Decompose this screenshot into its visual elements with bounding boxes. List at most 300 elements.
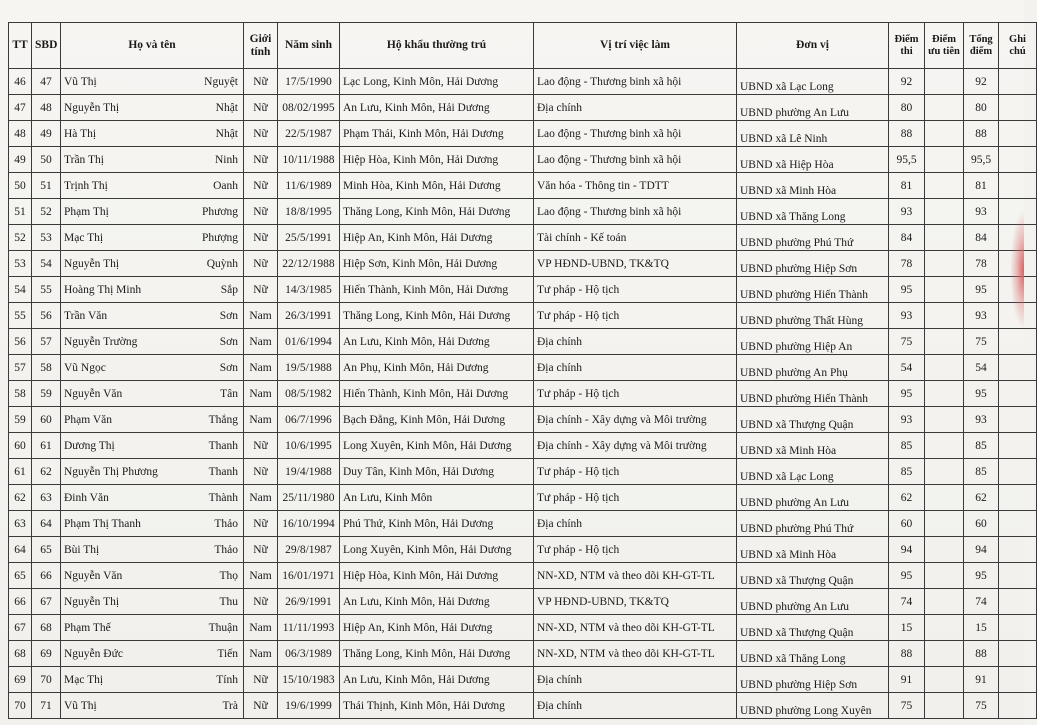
cell-gioi-tinh: Nữ [244,95,278,121]
ho-dem: Mạc Thị [64,231,104,244]
ten: Quỳnh [206,257,238,270]
ho-dem: Nguyễn Trường [64,335,138,348]
cell-ho-khau: Bạch Đằng, Kinh Môn, Hải Dương [340,407,534,433]
ho-dem: Nguyễn Thị [64,101,120,114]
cell-tt: 51 [9,199,32,225]
cell-tt: 65 [9,563,32,589]
table-row [9,147,1037,173]
ten: Nguyệt [204,75,238,88]
cell-tt: 69 [9,667,32,693]
table-row [9,95,1037,121]
ho-dem: Vũ Thị [64,699,97,712]
cell-diem-thi: 95 [889,277,925,303]
ho-dem: Nguyễn Đức [64,647,123,660]
cell-don-vi: UBND phường Hiệp Sơn [737,251,889,277]
cell-nam-sinh: 16/01/1971 [278,563,340,589]
cell-tong-diem: 85 [964,459,999,485]
header-nam-sinh: Năm sinh [278,23,340,69]
cell-nam-sinh: 11/6/1989 [278,173,340,199]
ten: Tân [220,387,238,400]
cell-tt: 55 [9,303,32,329]
cell-gioi-tinh: Nữ [244,667,278,693]
cell-gioi-tinh: Nam [244,381,278,407]
cell-ghi-chu [999,589,1037,615]
header-ghi-chu: Ghi chú [999,23,1037,69]
table-row [9,355,1037,381]
cell-gioi-tinh: Nam [244,485,278,511]
table-row [9,589,1037,615]
cell-ho-ten [61,69,244,95]
cell-ho-khau: An Lưu, Kinh Môn, Hải Dương [340,589,534,615]
table-row [9,485,1037,511]
cell-tong-diem: 84 [964,225,999,251]
ten: Nhật [215,127,238,140]
cell-ho-ten [61,537,244,563]
cell-ho-khau: Hiệp Hòa, Kinh Môn, Hải Dương [340,147,534,173]
cell-don-vi: UBND xã Minh Hòa [737,173,889,199]
header-ho-ten: Họ và tên [61,23,244,69]
cell-ho-khau: Minh Hòa, Kinh Môn, Hải Dương [340,173,534,199]
cell-don-vi: UBND xã Minh Hòa [737,433,889,459]
cell-tong-diem: 80 [964,95,999,121]
cell-ghi-chu [999,147,1037,173]
cell-ho-ten [61,147,244,173]
cell-ho-khau: Thăng Long, Kinh Môn, Hải Dương [340,303,534,329]
cell-ho-ten [61,485,244,511]
cell-tt: 62 [9,485,32,511]
cell-diem-uu-tien [925,459,964,485]
header-diem-thi: Điểm thi [889,23,925,69]
ho-dem: Vũ Ngọc [64,361,106,374]
cell-don-vi: UBND phường Hiến Thành [737,277,889,303]
table-row [9,511,1037,537]
table-body [9,69,1037,719]
cell-ghi-chu [999,485,1037,511]
cell-ho-khau: Long Xuyên, Kinh Môn, Hải Dương [340,433,534,459]
cell-vi-tri: Tư pháp - Hộ tịch [534,459,737,485]
cell-tt: 57 [9,355,32,381]
cell-ho-ten [61,355,244,381]
cell-don-vi: UBND xã Thăng Long [737,641,889,667]
cell-diem-uu-tien [925,537,964,563]
table-row [9,381,1037,407]
cell-gioi-tinh: Nam [244,407,278,433]
cell-sbd: 62 [32,459,61,485]
cell-nam-sinh: 15/10/1983 [278,667,340,693]
ten: Thành [208,491,238,504]
ho-dem: Hoàng Thị Minh [64,283,142,296]
cell-nam-sinh: 10/6/1995 [278,433,340,459]
table-row [9,615,1037,641]
ten: Sơn [219,361,238,374]
cell-diem-uu-tien [925,173,964,199]
cell-vi-tri: VP HĐND-UBND, TK&TQ [534,589,737,615]
cell-tong-diem: 75 [964,693,999,719]
table-header-row [9,23,1037,69]
cell-diem-uu-tien [925,511,964,537]
cell-don-vi: UBND xã Thượng Quận [737,563,889,589]
cell-ho-ten [61,433,244,459]
cell-ho-khau: Hiến Thành, Kinh Môn, Hải Dương [340,381,534,407]
cell-tt: 49 [9,147,32,173]
cell-ho-khau: An Lưu, Kinh Môn, Hải Dương [340,95,534,121]
cell-ho-ten [61,173,244,199]
cell-ho-khau: An Lưu, Kinh Môn, Hải Dương [340,667,534,693]
cell-gioi-tinh: Nữ [244,173,278,199]
cell-sbd: 55 [32,277,61,303]
cell-ho-ten [61,329,244,355]
ho-dem: Phạm Thế [64,621,111,634]
cell-tt: 47 [9,95,32,121]
cell-diem-thi: 80 [889,95,925,121]
cell-sbd: 54 [32,251,61,277]
cell-ghi-chu [999,537,1037,563]
cell-gioi-tinh: Nữ [244,459,278,485]
cell-gioi-tinh: Nữ [244,511,278,537]
cell-tt: 48 [9,121,32,147]
cell-vi-tri: Lao động - Thương binh xã hội [534,69,737,95]
cell-diem-thi: 15 [889,615,925,641]
cell-diem-uu-tien [925,69,964,95]
cell-tong-diem: 95 [964,381,999,407]
cell-tong-diem: 54 [964,355,999,381]
cell-nam-sinh: 17/5/1990 [278,69,340,95]
cell-nam-sinh: 25/11/1980 [278,485,340,511]
cell-sbd: 71 [32,693,61,719]
cell-gioi-tinh: Nữ [244,121,278,147]
cell-ghi-chu [999,433,1037,459]
cell-tt: 61 [9,459,32,485]
cell-ho-khau: Thăng Long, Kinh Môn, Hải Dương [340,199,534,225]
header-diem-uu-tien: Điểm ưu tiên [925,23,964,69]
cell-tt: 67 [9,615,32,641]
cell-nam-sinh: 08/02/1995 [278,95,340,121]
cell-tong-diem: 78 [964,251,999,277]
ten: Tiến [217,647,238,660]
cell-nam-sinh: 14/3/1985 [278,277,340,303]
cell-sbd: 60 [32,407,61,433]
cell-gioi-tinh: Nam [244,329,278,355]
header-vi-tri: Vị trí việc làm [534,23,737,69]
cell-don-vi: UBND phường Hiệp Sơn [737,667,889,693]
cell-sbd: 68 [32,615,61,641]
cell-ghi-chu [999,329,1037,355]
cell-diem-uu-tien [925,407,964,433]
ho-dem: Hà Thị [64,127,97,140]
cell-tt: 66 [9,589,32,615]
cell-don-vi: UBND phường Phú Thứ [737,511,889,537]
cell-vi-tri: Địa chính [534,355,737,381]
cell-ghi-chu [999,121,1037,147]
cell-ho-ten [61,303,244,329]
cell-sbd: 52 [32,199,61,225]
ho-dem: Nguyễn Thị Phương [64,465,158,478]
cell-ho-ten [61,563,244,589]
cell-don-vi: UBND xã Thượng Quận [737,407,889,433]
ho-dem: Nguyễn Thị [64,257,120,270]
cell-ghi-chu [999,667,1037,693]
cell-nam-sinh: 11/11/1993 [278,615,340,641]
ho-dem: Mạc Thị [64,673,104,686]
cell-ghi-chu [999,641,1037,667]
table-row [9,251,1037,277]
cell-diem-thi: 95 [889,381,925,407]
cell-ho-ten [61,641,244,667]
cell-sbd: 50 [32,147,61,173]
cell-vi-tri: NN-XD, NTM và theo dõi KH-GT-TL [534,641,737,667]
cell-tong-diem: 95 [964,563,999,589]
ho-dem: Nguyễn Văn [64,387,123,400]
cell-don-vi: UBND xã Thăng Long [737,199,889,225]
cell-sbd: 48 [32,95,61,121]
cell-diem-thi: 93 [889,407,925,433]
cell-gioi-tinh: Nam [244,641,278,667]
cell-vi-tri: Văn hóa - Thông tin - TDTT [534,173,737,199]
table-row [9,433,1037,459]
ho-dem: Đinh Văn [64,491,109,504]
cell-diem-uu-tien [925,563,964,589]
cell-ghi-chu [999,459,1037,485]
cell-gioi-tinh: Nữ [244,589,278,615]
cell-don-vi: UBND xã Minh Hòa [737,537,889,563]
cell-nam-sinh: 22/12/1988 [278,251,340,277]
cell-diem-thi: 75 [889,329,925,355]
cell-tong-diem: 62 [964,485,999,511]
cell-gioi-tinh: Nữ [244,225,278,251]
header-tt: TT [9,23,32,69]
cell-tt: 53 [9,251,32,277]
table-row [9,667,1037,693]
cell-don-vi: UBND phường Long Xuyên [737,693,889,719]
cell-sbd: 65 [32,537,61,563]
cell-diem-thi: 92 [889,69,925,95]
ten: Phương [202,205,238,218]
cell-diem-uu-tien [925,277,964,303]
cell-gioi-tinh: Nam [244,563,278,589]
ho-dem: Phạm Văn [64,413,113,426]
ho-dem: Phạm Thị Thanh [64,517,141,530]
ho-dem: Trần Văn [64,309,108,322]
cell-diem-uu-tien [925,225,964,251]
cell-tt: 64 [9,537,32,563]
cell-diem-uu-tien [925,381,964,407]
cell-ho-ten [61,667,244,693]
ten: Thắng [208,413,238,426]
cell-vi-tri: Lao động - Thương binh xã hội [534,121,737,147]
cell-don-vi: UBND phường Phú Thứ [737,225,889,251]
cell-diem-uu-tien [925,589,964,615]
ten: Thu [219,595,238,608]
cell-ho-khau: Hiệp An, Kinh Môn, Hải Dương [340,225,534,251]
cell-ho-ten [61,381,244,407]
cell-diem-uu-tien [925,485,964,511]
cell-gioi-tinh: Nữ [244,277,278,303]
cell-tong-diem: 75 [964,329,999,355]
ten: Sơn [219,309,238,322]
table-row [9,459,1037,485]
cell-nam-sinh: 16/10/1994 [278,511,340,537]
cell-ho-ten [61,225,244,251]
cell-don-vi: UBND phường Thất Hùng [737,303,889,329]
cell-tt: 68 [9,641,32,667]
cell-diem-thi: 93 [889,303,925,329]
cell-tt: 52 [9,225,32,251]
cell-don-vi: UBND xã Thượng Quận [737,615,889,641]
cell-tt: 70 [9,693,32,719]
cell-ghi-chu [999,615,1037,641]
cell-sbd: 59 [32,381,61,407]
cell-tong-diem: 74 [964,589,999,615]
ten: Ninh [215,153,238,166]
ten: Phượng [202,231,238,244]
cell-nam-sinh: 06/7/1996 [278,407,340,433]
cell-tong-diem: 15 [964,615,999,641]
cell-nam-sinh: 25/5/1991 [278,225,340,251]
cell-ghi-chu [999,355,1037,381]
cell-vi-tri: Tư pháp - Hộ tịch [534,485,737,511]
cell-diem-uu-tien [925,95,964,121]
cell-ho-ten [61,693,244,719]
cell-tt: 63 [9,511,32,537]
cell-tt: 60 [9,433,32,459]
ten: Oanh [213,179,238,192]
cell-diem-thi: 88 [889,641,925,667]
cell-tong-diem: 93 [964,303,999,329]
cell-diem-thi: 93 [889,199,925,225]
cell-sbd: 70 [32,667,61,693]
cell-vi-tri: Tư pháp - Hộ tịch [534,537,737,563]
cell-vi-tri: Địa chính [534,667,737,693]
cell-diem-thi: 75 [889,693,925,719]
ho-dem: Trần Thị [64,153,104,166]
cell-sbd: 61 [32,433,61,459]
cell-ghi-chu [999,563,1037,589]
cell-vi-tri: Địa chính [534,95,737,121]
cell-diem-thi: 54 [889,355,925,381]
cell-gioi-tinh: Nữ [244,147,278,173]
cell-ho-ten [61,251,244,277]
ho-dem: Vũ Thị [64,75,97,88]
cell-diem-uu-tien [925,667,964,693]
cell-don-vi: UBND phường An Phụ [737,355,889,381]
cell-nam-sinh: 26/9/1991 [278,589,340,615]
cell-nam-sinh: 19/5/1988 [278,355,340,381]
cell-tong-diem: 92 [964,69,999,95]
table-row [9,693,1037,719]
ten: Thọ [219,569,238,582]
cell-ho-ten [61,95,244,121]
table-row [9,69,1037,95]
cell-vi-tri: NN-XD, NTM và theo dõi KH-GT-TL [534,615,737,641]
cell-gioi-tinh: Nam [244,615,278,641]
cell-ghi-chu [999,173,1037,199]
ho-dem: Phạm Thị [64,205,109,218]
cell-diem-thi: 85 [889,433,925,459]
cell-vi-tri: Địa chính [534,693,737,719]
cell-tong-diem: 95 [964,277,999,303]
cell-gioi-tinh: Nam [244,303,278,329]
cell-nam-sinh: 06/3/1989 [278,641,340,667]
cell-ho-ten [61,199,244,225]
ten: Thanh [208,439,238,452]
cell-ho-khau: Thăng Long, Kinh Môn, Hải Dương [340,641,534,667]
table-row [9,303,1037,329]
ten: Nhật [215,101,238,114]
cell-ho-khau: Thái Thịnh, Kinh Môn, Hải Dương [340,693,534,719]
cell-diem-uu-tien [925,615,964,641]
cell-diem-thi: 85 [889,459,925,485]
cell-ho-ten [61,511,244,537]
cell-gioi-tinh: Nữ [244,537,278,563]
cell-don-vi: UBND xã Lê Ninh [737,121,889,147]
cell-ho-khau: Hiến Thành, Kinh Môn, Hải Dương [340,277,534,303]
cell-tong-diem: 95,5 [964,147,999,173]
cell-gioi-tinh: Nữ [244,693,278,719]
cell-sbd: 63 [32,485,61,511]
cell-ho-khau: Hiệp Sơn, Kinh Môn, Hải Dương [340,251,534,277]
ten: Sơn [219,335,238,348]
ten: Sắp [220,283,238,296]
cell-vi-tri: Địa chính - Xây dựng và Môi trường [534,407,737,433]
cell-diem-uu-tien [925,693,964,719]
cell-diem-thi: 88 [889,121,925,147]
cell-vi-tri: Tư pháp - Hộ tịch [534,277,737,303]
cell-ho-ten [61,459,244,485]
cell-diem-thi: 60 [889,511,925,537]
cell-ho-khau: Phú Thứ, Kinh Môn, Hải Dương [340,511,534,537]
cell-vi-tri: Lao động - Thương binh xã hội [534,199,737,225]
cell-sbd: 69 [32,641,61,667]
table-row [9,225,1037,251]
cell-ho-khau: An Lưu, Kinh Môn [340,485,534,511]
cell-tong-diem: 93 [964,407,999,433]
cell-sbd: 51 [32,173,61,199]
cell-gioi-tinh: Nữ [244,199,278,225]
cell-vi-tri: Tư pháp - Hộ tịch [534,303,737,329]
cell-ho-khau: Duy Tân, Kinh Môn, Hải Dương [340,459,534,485]
cell-diem-thi: 91 [889,667,925,693]
ho-dem: Dương Thị [64,439,115,452]
cell-tong-diem: 88 [964,121,999,147]
cell-vi-tri: Lao động - Thương binh xã hội [534,147,737,173]
cell-ho-khau: An Lưu, Kinh Môn, Hải Dương [340,329,534,355]
ho-dem: Trịnh Thị [64,179,108,192]
cell-vi-tri: Tư pháp - Hộ tịch [534,381,737,407]
cell-tong-diem: 60 [964,511,999,537]
cell-tong-diem: 81 [964,173,999,199]
cell-diem-uu-tien [925,251,964,277]
ten: Thảo [214,517,238,530]
cell-sbd: 49 [32,121,61,147]
cell-don-vi: UBND phường An Lưu [737,95,889,121]
cell-ho-ten [61,589,244,615]
cell-ho-ten [61,121,244,147]
cell-diem-thi: 95 [889,563,925,589]
cell-diem-uu-tien [925,121,964,147]
cell-sbd: 57 [32,329,61,355]
cell-diem-uu-tien [925,199,964,225]
table-row [9,641,1037,667]
cell-tt: 58 [9,381,32,407]
ho-dem: Nguyễn Văn [64,569,123,582]
cell-don-vi: UBND xã Lạc Long [737,459,889,485]
cell-sbd: 67 [32,589,61,615]
cell-sbd: 53 [32,225,61,251]
ho-dem: Bùi Thị [64,543,100,556]
cell-ho-khau: Phạm Thái, Kinh Môn, Hải Dương [340,121,534,147]
cell-gioi-tinh: Nam [244,355,278,381]
ten: Thảo [214,543,238,556]
